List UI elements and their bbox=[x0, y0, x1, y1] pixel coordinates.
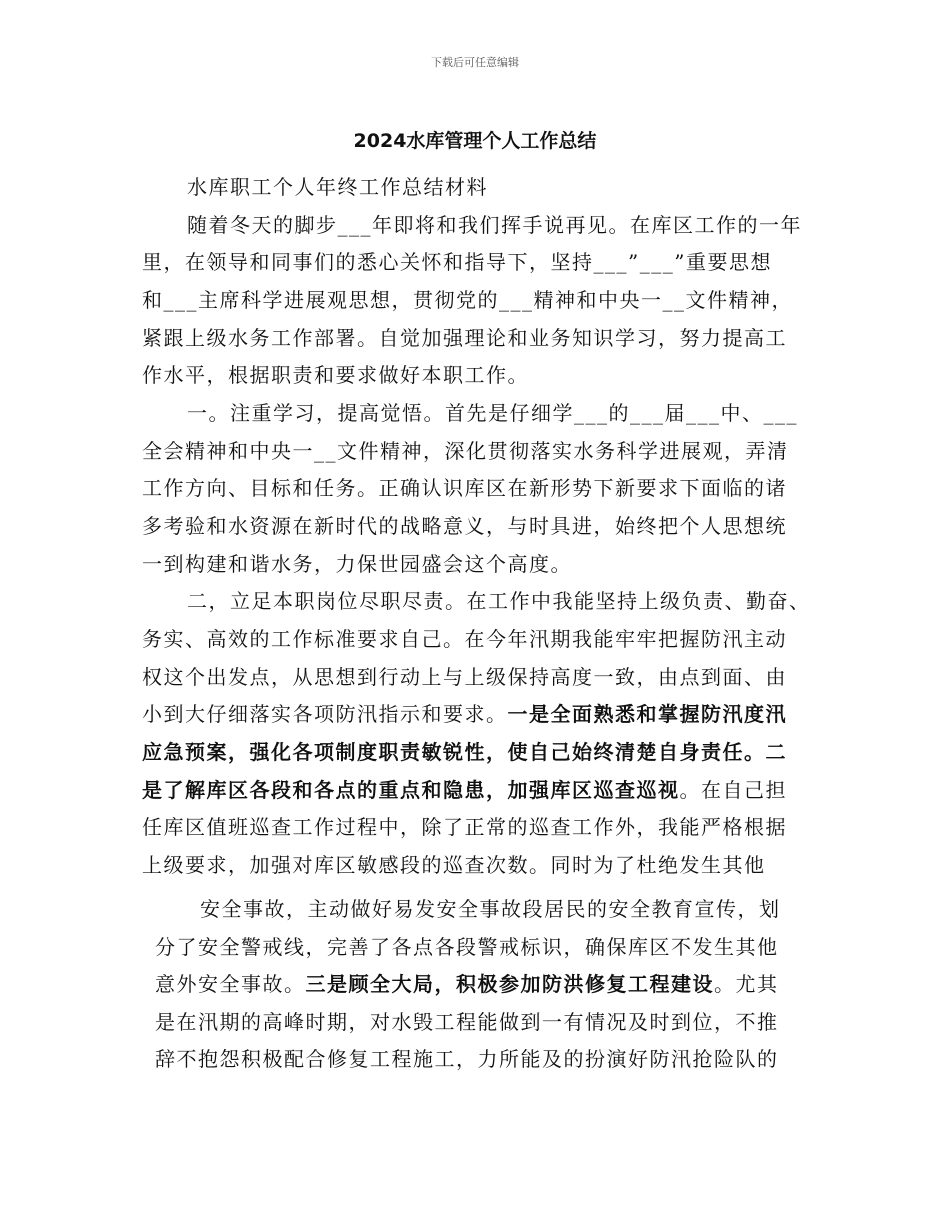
body-line-15 bbox=[142, 701, 787, 727]
line-17-seg-2: 。在自己担 bbox=[679, 778, 787, 802]
body-line-4 bbox=[142, 287, 793, 313]
body-line-8 bbox=[142, 438, 789, 464]
body-line-2 bbox=[187, 212, 802, 238]
body-line-10 bbox=[142, 513, 787, 539]
line-15-seg-1: 小到大仔细落实各项防汛指示和要求。 bbox=[142, 702, 508, 726]
line-6-seg-1: 作水平，根据职责和要求做好本职工作。 bbox=[142, 363, 529, 387]
line-24-seg-1: 辞不抱怨积极配合修复工程施工，力所能及的扮演好防汛抢险队的 bbox=[155, 1047, 779, 1071]
body-line-16 bbox=[142, 739, 787, 765]
line-22-seg-1: 意外安全事故。 bbox=[155, 972, 306, 996]
body-line-22 bbox=[155, 971, 779, 997]
line-1-seg-1: 水库职工个人年终工作总结材料 bbox=[187, 175, 488, 199]
body-line-24 bbox=[155, 1046, 779, 1072]
line-16-seg-1-bold: 应急预案，强化各项制度职责敏锐性，使自己始终清楚自身责任。二 bbox=[142, 740, 787, 764]
line-9-seg-1: 工作方向、目标和任务。正确认识库区在新形势下新要求下面临的诸 bbox=[142, 476, 787, 500]
body-line-19 bbox=[142, 852, 766, 878]
line-3-seg-1: 里，在领导和同事们的悉心关怀和指导下，坚持___”___”重要思想 bbox=[142, 250, 772, 274]
line-22-seg-2-bold: 三是顾全大局，积极参加防洪修复工程建设 bbox=[305, 972, 714, 996]
body-line-12 bbox=[187, 588, 811, 614]
line-8-seg-1: 全会精神和中央一__文件精神，深化贯彻落实水务科学进展观，弄清 bbox=[142, 439, 789, 463]
line-12-seg-1: 二，立足本职岗位尽职尽责。在工作中我能坚持上级负责、勤奋、 bbox=[187, 589, 811, 613]
line-11-seg-1: 一到构建和谐水务，力保世园盛会这个高度。 bbox=[142, 552, 572, 576]
body-line-11 bbox=[142, 551, 572, 577]
line-17-seg-1-bold: 是了解库区各段和各点的重点和隐患，加强库区巡查巡视 bbox=[142, 778, 680, 802]
body-line-21 bbox=[155, 934, 779, 960]
body-line-1 bbox=[187, 174, 488, 200]
line-19-seg-1: 上级要求，加强对库区敏感段的巡查次数。同时为了杜绝发生其他 bbox=[142, 853, 766, 877]
line-2-seg-1: 随着冬天的脚步___年即将和我们挥手说再见。在库区工作的一年 bbox=[187, 213, 802, 237]
line-14-seg-1: 权这个出发点，从思想到行动上与上级保持高度一致，由点到面、由 bbox=[142, 665, 787, 689]
body-line-23 bbox=[155, 1009, 779, 1035]
body-line-6 bbox=[142, 362, 529, 388]
line-4-seg-1: 和___主席科学进展观思想，贯彻党的___精神和中央一__文件精神， bbox=[142, 288, 793, 312]
document-title: 2024水库管理个人工作总结 bbox=[353, 130, 597, 152]
body-line-3 bbox=[142, 249, 772, 275]
line-22-seg-3: 。尤其 bbox=[714, 972, 779, 996]
body-line-9 bbox=[142, 475, 787, 501]
line-15-seg-2-bold: 一是全面熟悉和掌握防汛度汛 bbox=[507, 702, 787, 726]
line-20-seg-1: 安全事故，主动做好易发安全事故段居民的安全教育宣传，划 bbox=[200, 897, 781, 921]
line-21-seg-1: 分了安全警戒线，完善了各点各段警戒标识，确保库区不发生其他 bbox=[155, 935, 779, 959]
line-5-seg-1: 紧跟上级水务工作部署。自觉加强理论和业务知识学习，努力提高工 bbox=[142, 326, 787, 350]
body-line-18 bbox=[142, 814, 787, 840]
line-7-seg-1: 一。注重学习，提高觉悟。首先是仔细学___的___届___中、___ bbox=[187, 401, 798, 425]
body-line-14 bbox=[142, 664, 787, 690]
body-line-17 bbox=[142, 777, 787, 803]
body-line-5 bbox=[142, 325, 787, 351]
body-line-13 bbox=[142, 626, 787, 652]
line-10-seg-1: 多考验和水资源在新时代的战略意义，与时具进，始终把个人思想统 bbox=[142, 514, 787, 538]
line-13-seg-1: 务实、高效的工作标准要求自己。在今年汛期我能牢牢把握防汛主动 bbox=[142, 627, 787, 651]
line-23-seg-1: 是在汛期的高峰时期，对水毁工程能做到一有情况及时到位，不推 bbox=[155, 1010, 779, 1034]
body-line-20 bbox=[200, 896, 781, 922]
body-line-7 bbox=[187, 400, 798, 426]
header-note: 下载后可任意编辑 bbox=[431, 56, 519, 69]
line-18-seg-1: 任库区值班巡查工作过程中，除了正常的巡查工作外，我能严格根据 bbox=[142, 815, 787, 839]
